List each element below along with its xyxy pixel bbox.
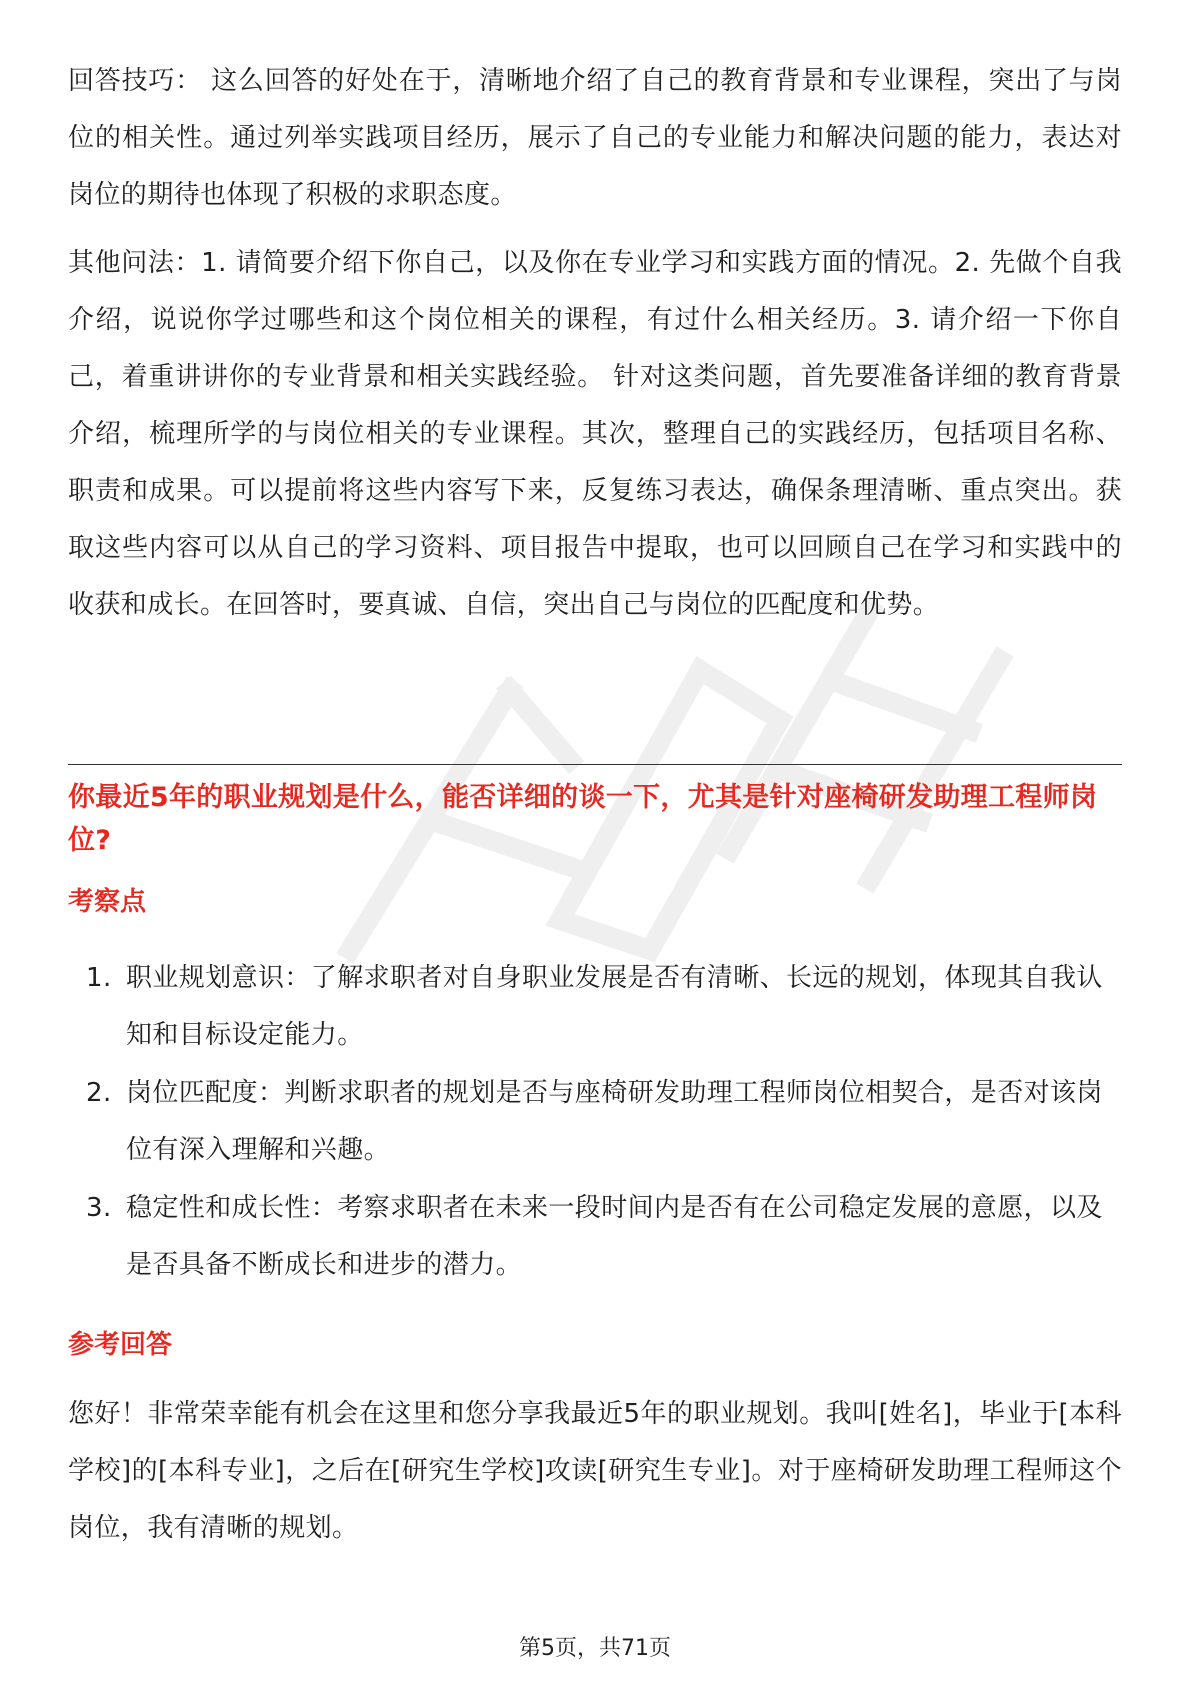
section-divider [68, 764, 1122, 765]
list-item-text: 稳定性和成长性：考察求职者在未来一段时间内是否有在公司稳定发展的意愿，以及是否具备不断成长和进步的潜力。 [126, 1193, 1103, 1280]
list-item [68, 1065, 1122, 1179]
other-questions-paragraph: 其他问法：1. 请简要介绍下你自己，以及你在专业学习和实践方面的情况。2. 先做个自我介绍，说说你学过哪些和这个岗位相关的课程，有过什么相关经历。3. 请介绍一下你自己，着重讲讲你的专业背景和相关实践经验。 针对这类问题，首先要准备详细的教育背景介绍，梳理所学的与岗位相关的专业课程。其次，整理自己的实践经历，包括项目名称、职责和成果。可以提前将这些内容写下来，反复练习表达，确保条理清晰、重点突出。获取这些内容可以从自己的学习资料、项目报告中提取，也可以回顾自己在学习和实践中的收获和成长。在回答时，要真诚、自信，突出自己与岗位的匹配度和优势。 [68, 248, 1122, 620]
points-heading: 考察点 [68, 887, 147, 917]
list-item-number: 3. [86, 1193, 112, 1223]
answer-heading: 参考回答 [68, 1330, 173, 1360]
list-item-text: 职业规划意识：了解求职者对自身职业发展是否有清晰、长远的规划，体现其自我认知和目标设定能力。 [126, 963, 1103, 1050]
list-item-number: 2. [86, 1078, 112, 1108]
list-item [68, 950, 1122, 1064]
list-item [68, 1180, 1122, 1294]
page-number-footer: 第5页，共71页 [519, 1636, 671, 1661]
list-item-text: 岗位匹配度：判断求职者的规划是否与座椅研发助理工程师岗位相契合，是否对该岗位有深入理解和兴趣。 [126, 1078, 1103, 1165]
list-item-number: 1. [86, 963, 112, 993]
tips-paragraph: 回答技巧： 这么回答的好处在于，清晰地介绍了自己的教育背景和专业课程，突出了与岗位的相关性。通过列举实践项目经历，展示了自己的专业能力和解决问题的能力，表达对岗位的期待也体现了积极的求职态度。 [68, 66, 1122, 210]
answer-paragraph: 您好！非常荣幸能有机会在这里和您分享我最近5年的职业规划。我叫[姓名]，毕业于[本科学校]的[本科专业]，之后在[研究生学校]攻读[研究生专业]。对于座椅研发助理工程师这个岗位，我有清晰的规划。 [68, 1399, 1122, 1543]
question-heading: 你最近5年的职业规划是什么，能否详细的谈一下，尤其是针对座椅研发助理工程师岗位? [68, 782, 1098, 856]
points-list [68, 950, 1122, 1295]
